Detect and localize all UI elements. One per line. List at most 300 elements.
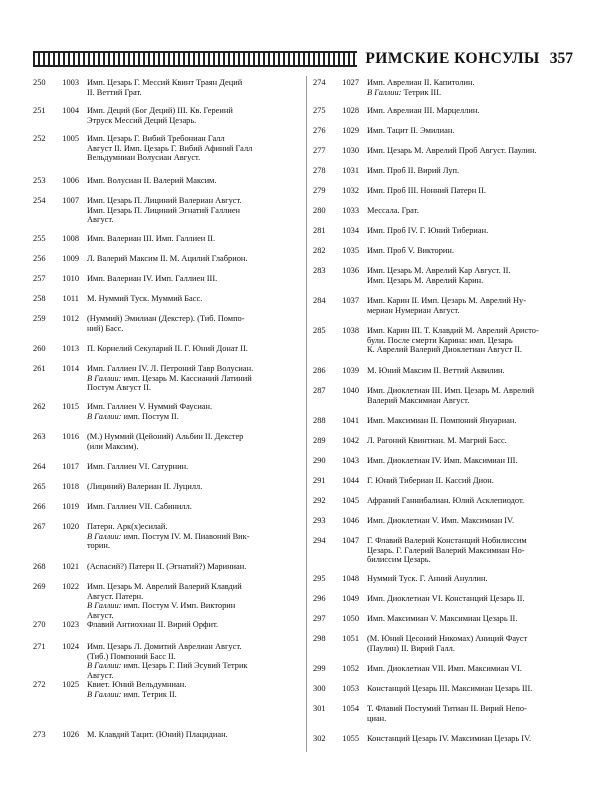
text-line: Имп. Проб V. Викторин. xyxy=(367,246,454,255)
text-line: Нуммий Туск. Г. Анний Ануллин. xyxy=(367,574,488,583)
consul-names xyxy=(367,226,573,236)
year-ad: 301 xyxy=(313,704,326,713)
year-ad: 296 xyxy=(313,594,326,603)
text-line: мериан Нумериан Август. xyxy=(367,305,460,315)
consul-entry xyxy=(33,134,301,163)
consul-names xyxy=(367,614,573,624)
consul-names xyxy=(367,246,573,256)
text-line: були. После смерти Карина: имп. Цезарь xyxy=(367,335,513,345)
text-line: Имп. Цезарь М. Аврелий Кар Август. II. xyxy=(367,266,511,275)
text-line: Имп. Цезарь Г. Вибий Требониан Галл xyxy=(87,134,225,143)
year-auc: 1016 xyxy=(62,432,79,441)
consul-names xyxy=(87,234,301,244)
text-line: Имп. Цезарь М. Аврелий Проб Август. Паулин. xyxy=(367,146,537,155)
consul-entry xyxy=(313,536,573,565)
consul-names xyxy=(367,78,573,97)
year-auc: 1008 xyxy=(62,234,79,243)
text-line: Л. Валерий Максим II. М. Ацилий Глабрион. xyxy=(87,254,248,263)
text-line: Август. xyxy=(87,215,114,225)
consul-entry xyxy=(313,296,573,315)
text-line: Квиет. Юний Вельдумниан. xyxy=(87,680,187,689)
year-auc: 1022 xyxy=(62,582,79,591)
year-ad: 284 xyxy=(313,296,326,305)
text-line: В Галлии: имп. Цезарь М. Кассианий Латиний xyxy=(87,373,252,383)
text-line: Имп. Диоклетиан IV. Имп. Максимиан III. xyxy=(367,456,518,465)
text-line: Имп. Карин III. Т. Клавдий М. Аврелий Аристо- xyxy=(367,326,539,335)
consul-entry xyxy=(313,366,573,376)
region-label: В Галлии: xyxy=(87,411,122,421)
consul-entry xyxy=(313,574,573,584)
consul-names xyxy=(87,134,301,163)
consul-entry xyxy=(33,294,301,304)
text-line: В Галлии: имп. Постум II. xyxy=(87,411,179,421)
consul-names xyxy=(367,436,573,446)
year-ad: 276 xyxy=(313,126,326,135)
text-line: Имп. Галлиен IV. Л. Петроний Тавр Волусиан. xyxy=(87,364,254,373)
consul-entry xyxy=(313,684,573,694)
consul-entry xyxy=(33,196,301,225)
consul-entry xyxy=(313,496,573,506)
year-ad: 254 xyxy=(33,196,46,205)
year-auc: 1050 xyxy=(342,614,359,623)
text-line: Имп. Галлиен V. Нуммий Фаусиан. xyxy=(87,402,213,411)
page-number: 357 xyxy=(549,50,573,67)
text-line: Имп. Проб III. Нонний Патерн II. xyxy=(367,186,486,195)
year-auc: 1015 xyxy=(62,402,79,411)
year-ad: 277 xyxy=(313,146,326,155)
year-auc: 1020 xyxy=(62,522,79,531)
consul-names xyxy=(367,296,573,315)
text-line: Л. Рагоний Квинтиан. М. Магрий Басс. xyxy=(367,436,507,445)
text-line: Имп. Максимиан II. Помпоний Януариан. xyxy=(367,416,517,425)
consul-entry xyxy=(313,704,573,723)
consul-names xyxy=(87,562,301,572)
text-line: Т. Флавий Постумий Титиан II. Вирий Непо- xyxy=(367,704,527,713)
text-line: (М. Юний Цесоний Никомах) Аниций Фауст xyxy=(367,634,528,643)
text-line: (Паулин) II. Вирий Галл. xyxy=(367,643,455,653)
year-auc: 1040 xyxy=(342,386,359,395)
year-ad: 287 xyxy=(313,386,326,395)
text-line: (Лициний) Валериан II. Луцилл. xyxy=(87,482,203,491)
text-line: Имп. Диоклетиан VI. Констанций Цезарь II. xyxy=(367,594,525,603)
consul-names xyxy=(87,620,301,630)
consul-entry xyxy=(313,246,573,256)
year-ad: 280 xyxy=(313,206,326,215)
consul-entry xyxy=(33,582,301,620)
year-ad: 286 xyxy=(313,366,326,375)
region-label: В Галлии: xyxy=(87,373,122,383)
consul-entry xyxy=(313,186,573,196)
consul-entry xyxy=(33,274,301,284)
consul-names xyxy=(367,326,573,355)
consul-entry xyxy=(33,680,301,699)
consul-entry xyxy=(33,502,301,512)
year-ad: 253 xyxy=(33,176,46,185)
consul-names xyxy=(367,704,573,723)
consul-entry xyxy=(33,402,301,421)
year-auc: 1019 xyxy=(62,502,79,511)
year-auc: 1005 xyxy=(62,134,79,143)
consul-entry xyxy=(313,266,573,285)
year-ad: 288 xyxy=(313,416,326,425)
year-auc: 1032 xyxy=(342,186,359,195)
consul-entry xyxy=(33,432,301,451)
text-line: Флавий Антиохиан II. Вирий Орфит. xyxy=(87,620,219,629)
text-line: Имп. Цезарь М. Аврелий Карин. xyxy=(367,275,484,285)
text-line: Мессала. Грат. xyxy=(367,206,419,215)
year-auc: 1041 xyxy=(342,416,359,425)
year-auc: 1037 xyxy=(342,296,359,305)
consul-names xyxy=(87,196,301,225)
text-line: билиссим Цезарь. xyxy=(367,555,431,565)
text-line: (Тиб.) Помпоний Басс II. xyxy=(87,651,176,661)
text-line: Имп. Карин II. Имп. Цезарь М. Аврелий Ну- xyxy=(367,296,527,305)
text-line: Постум Август II. xyxy=(87,383,151,393)
year-ad: 263 xyxy=(33,432,46,441)
text-line: В Галлии: имп. Постум V. Имп. Викторин xyxy=(87,601,236,611)
text-line: К. Аврелий Валерий Диоклетиан Август II. xyxy=(367,345,522,355)
year-ad: 293 xyxy=(313,516,326,525)
year-ad: 302 xyxy=(313,734,326,743)
year-ad: 285 xyxy=(313,326,326,335)
text-line: Г. Флавий Валерий Констанций Нобилиссим xyxy=(367,536,527,545)
consul-entry xyxy=(313,436,573,446)
consul-entry xyxy=(313,456,573,466)
text-line: Г. Юний Тибериан II. Кассий Дион. xyxy=(367,476,494,485)
year-ad: 297 xyxy=(313,614,326,623)
year-auc: 1031 xyxy=(342,166,359,175)
region-label: В Галлии: xyxy=(87,689,122,699)
consul-entry xyxy=(33,620,301,630)
consul-entry xyxy=(313,106,573,116)
text-line: П. Корнелий Секуларий II. Г. Юний Донат II. xyxy=(87,344,248,353)
year-auc: 1027 xyxy=(342,78,359,87)
consul-names xyxy=(367,536,573,565)
year-ad: 262 xyxy=(33,402,46,411)
consul-entry xyxy=(313,594,573,604)
year-ad: 257 xyxy=(33,274,46,283)
consul-entry xyxy=(33,364,301,393)
year-auc: 1038 xyxy=(342,326,359,335)
consul-names xyxy=(87,402,301,421)
text-line: Имп. Валериан III. Имп. Галлиен II. xyxy=(87,234,216,243)
text-line: Имп. Цезарь П. Лициний Валериан Август. xyxy=(87,196,242,205)
year-auc: 1010 xyxy=(62,274,79,283)
year-auc: 1009 xyxy=(62,254,79,263)
text-line: Имп. Цезарь Л. Домитий Аврелиан Август. xyxy=(87,642,242,651)
year-auc: 1030 xyxy=(342,146,359,155)
text-line: ний) Басс. xyxy=(87,323,124,333)
year-ad: 269 xyxy=(33,582,46,591)
year-auc: 1033 xyxy=(342,206,359,215)
year-auc: 1026 xyxy=(62,730,79,739)
text-line: циан. xyxy=(367,713,387,723)
year-ad: 295 xyxy=(313,574,326,583)
year-ad: 271 xyxy=(33,642,46,651)
text-line: Этруск Мессий Деций Цезарь. xyxy=(87,115,197,125)
text-line: Август II. Имп. Цезарь Г. Вибий Афиний Галл xyxy=(87,143,253,153)
consul-entry xyxy=(33,462,301,472)
consul-entry xyxy=(33,106,301,125)
year-auc: 1055 xyxy=(342,734,359,743)
year-ad: 259 xyxy=(33,314,46,323)
consul-names xyxy=(367,634,573,653)
consul-entry xyxy=(313,206,573,216)
year-auc: 1036 xyxy=(342,266,359,275)
consul-names xyxy=(367,476,573,486)
year-ad: 282 xyxy=(313,246,326,255)
year-auc: 1044 xyxy=(342,476,359,485)
year-auc: 1007 xyxy=(62,196,79,205)
consul-entry xyxy=(33,642,301,680)
consul-names xyxy=(87,462,301,472)
consul-names xyxy=(367,166,573,176)
year-ad: 258 xyxy=(33,294,46,303)
consul-names xyxy=(367,456,573,466)
consul-entry xyxy=(313,634,573,653)
running-title: РИМСКИЕ КОНСУЛЫ xyxy=(365,50,540,67)
region-label: В Галлии: xyxy=(87,661,122,671)
year-ad: 298 xyxy=(313,634,326,643)
year-auc: 1017 xyxy=(62,462,79,471)
consul-names xyxy=(367,146,573,156)
year-auc: 1054 xyxy=(342,704,359,713)
consul-entry xyxy=(313,614,573,624)
consul-names xyxy=(367,594,573,604)
text-line: Цезарь. Г. Галерий Валерий Максимиан Но- xyxy=(367,545,525,555)
consul-entry xyxy=(33,78,301,97)
year-auc: 1045 xyxy=(342,496,359,505)
year-ad: 255 xyxy=(33,234,46,243)
year-auc: 1039 xyxy=(342,366,359,375)
consul-entry xyxy=(313,416,573,426)
consul-entry xyxy=(33,234,301,244)
year-ad: 267 xyxy=(33,522,46,531)
year-auc: 1052 xyxy=(342,664,359,673)
consul-entry xyxy=(313,78,573,97)
year-ad: 250 xyxy=(33,78,46,87)
year-ad: 252 xyxy=(33,134,46,143)
consul-names xyxy=(87,314,301,333)
text-line: II. Веттий Грат. xyxy=(87,87,142,97)
consul-entry xyxy=(313,386,573,405)
consul-names xyxy=(87,78,301,97)
year-ad: 272 xyxy=(33,680,46,689)
year-ad: 266 xyxy=(33,502,46,511)
year-auc: 1034 xyxy=(342,226,359,235)
year-auc: 1012 xyxy=(62,314,79,323)
year-ad: 274 xyxy=(313,78,326,87)
text-line: В Галлии: имп. Постум IV. М. Пиавоний Вик- xyxy=(87,531,250,541)
text-line: В Галлии: имп. Цезарь Г. Пий Эсувий Тетрик xyxy=(87,661,248,671)
year-ad: 279 xyxy=(313,186,326,195)
text-line: (М.) Нуммий (Цейоний) Альбин II. Декстер xyxy=(87,432,244,441)
text-line: Имп. Максимиан V. Максимиан Цезарь II. xyxy=(367,614,518,623)
year-ad: 283 xyxy=(313,266,326,275)
text-line: Август. Патерн. xyxy=(87,591,144,601)
text-line: М. Юний Максим II. Веттий Аквилин. xyxy=(367,366,505,375)
text-line: Имп. Проб IV. Г. Юний Тибериан. xyxy=(367,226,489,235)
year-ad: 270 xyxy=(33,620,46,629)
year-ad: 273 xyxy=(33,730,46,739)
consul-names xyxy=(367,106,573,116)
year-ad: 278 xyxy=(313,166,326,175)
consul-entry xyxy=(33,562,301,572)
consul-entry xyxy=(313,734,573,744)
year-ad: 275 xyxy=(313,106,326,115)
text-line: В Галлии: Тетрик III. xyxy=(367,87,442,97)
consul-entry xyxy=(33,344,301,354)
year-auc: 1004 xyxy=(62,106,79,115)
consul-names xyxy=(87,502,301,512)
consul-names xyxy=(87,730,301,740)
consul-entry xyxy=(33,314,301,333)
consul-names xyxy=(367,186,573,196)
year-auc: 1035 xyxy=(342,246,359,255)
year-auc: 1024 xyxy=(62,642,79,651)
text-line: Имп. Проб II. Вирий Луп. xyxy=(367,166,460,175)
year-ad: 289 xyxy=(313,436,326,445)
text-line: Констанций Цезарь III. Максимиан Цезарь III. xyxy=(367,684,533,693)
text-line: М. Клавдий Тацит. (Юний) Плацидиан. xyxy=(87,730,228,739)
consul-entry xyxy=(313,326,573,355)
consul-names xyxy=(87,432,301,451)
year-ad: 261 xyxy=(33,364,46,373)
consul-names xyxy=(367,516,573,526)
year-ad: 251 xyxy=(33,106,46,115)
consul-entry xyxy=(313,664,573,674)
consul-names xyxy=(87,106,301,125)
text-line: Имп. Диоклетиан VII. Имп. Максимиан VI. xyxy=(367,664,522,673)
year-ad: 292 xyxy=(313,496,326,505)
consul-entry xyxy=(33,482,301,492)
year-ad: 260 xyxy=(33,344,46,353)
year-auc: 1046 xyxy=(342,516,359,525)
text-line: Август. xyxy=(87,670,114,680)
consul-names xyxy=(367,684,573,694)
year-auc: 1029 xyxy=(342,126,359,135)
year-ad: 294 xyxy=(313,536,326,545)
text-line: Имп. Деций (Бог Деций) III. Кв. Гереинй xyxy=(87,106,233,115)
text-line: (Аспасий?) Патерн II. (Эгнатий?) Мариниан. xyxy=(87,562,247,571)
year-auc: 1014 xyxy=(62,364,79,373)
text-line: М. Нуммий Туск. Муммий Басс. xyxy=(87,294,203,303)
text-line: Имп. Цезарь П. Лициний Эгнатий Галлиен xyxy=(87,205,241,215)
year-ad: 291 xyxy=(313,476,326,485)
text-line: Имп. Аврелиан II. Капитолин. xyxy=(367,78,475,87)
year-auc: 1025 xyxy=(62,680,79,689)
text-line: Имп. Аврелиан III. Марцеллин. xyxy=(367,106,480,115)
text-line: Имп. Тацит II. Эмилиан. xyxy=(367,126,455,135)
region-label: В Галлии: xyxy=(367,87,402,97)
region-label: В Галлии: xyxy=(87,531,122,541)
year-ad: 265 xyxy=(33,482,46,491)
text-line: Имп. Волусиан II. Валерий Максим. xyxy=(87,176,217,185)
year-auc: 1053 xyxy=(342,684,359,693)
consul-entry xyxy=(33,730,301,740)
page-header xyxy=(33,48,573,70)
consul-names xyxy=(367,734,573,744)
consul-entry xyxy=(313,226,573,236)
consul-entry xyxy=(33,254,301,264)
consul-names xyxy=(87,642,301,680)
year-auc: 1021 xyxy=(62,562,79,571)
text-line: Имп. Диоклетиан III. Имп. Цезарь М. Аврелий xyxy=(367,386,535,395)
year-ad: 264 xyxy=(33,462,46,471)
consul-names xyxy=(87,254,301,264)
year-auc: 1042 xyxy=(342,436,359,445)
text-line: Имп. Цезарь М. Аврелий Валерий Клавдий xyxy=(87,582,242,591)
year-auc: 1006 xyxy=(62,176,79,185)
year-auc: 1048 xyxy=(342,574,359,583)
consul-names xyxy=(367,126,573,136)
year-ad: 268 xyxy=(33,562,46,571)
year-auc: 1028 xyxy=(342,106,359,115)
text-line: Вельдумниан Волусиан Август. xyxy=(87,153,201,163)
year-ad: 281 xyxy=(313,226,326,235)
consul-names xyxy=(87,522,301,551)
decorative-border xyxy=(33,51,357,67)
text-line: Имп. Галлиен VI. Сатурнин. xyxy=(87,462,189,471)
text-line: торин. xyxy=(87,541,110,551)
text-line: Афраний Ганнибалиан. Юлий Асклепиодот. xyxy=(367,496,525,505)
text-line: Имп. Цезарь Г. Мессий Квинт Траян Деций xyxy=(87,78,243,87)
year-auc: 1018 xyxy=(62,482,79,491)
column-divider xyxy=(306,76,307,752)
year-ad: 290 xyxy=(313,456,326,465)
consul-names xyxy=(87,680,301,699)
text-line: Август. xyxy=(87,610,114,620)
year-auc: 1047 xyxy=(342,536,359,545)
consul-names xyxy=(87,344,301,354)
year-auc: 1023 xyxy=(62,620,79,629)
consul-names xyxy=(367,574,573,584)
year-auc: 1003 xyxy=(62,78,79,87)
year-auc: 1051 xyxy=(342,634,359,643)
consul-names xyxy=(87,482,301,492)
year-ad: 299 xyxy=(313,664,326,673)
consul-names xyxy=(367,496,573,506)
text-line: Имп. Диоклетиан V. Имп. Максимиан IV. xyxy=(367,516,515,525)
consul-names xyxy=(87,294,301,304)
year-auc: 1043 xyxy=(342,456,359,465)
year-auc: 1049 xyxy=(342,594,359,603)
region-label: В Галлии: xyxy=(87,601,122,611)
text-line: Валерий Максимиан Август. xyxy=(367,395,470,405)
consul-entry xyxy=(313,516,573,526)
text-line: Патерн. Арк(х)есилай. xyxy=(87,522,168,531)
consul-names xyxy=(367,366,573,376)
year-auc: 1013 xyxy=(62,344,79,353)
consul-names xyxy=(367,664,573,674)
text-line: Констанций Цезарь IV. Максимиан Цезарь IV. xyxy=(367,734,532,743)
year-auc: 1011 xyxy=(62,294,79,303)
text-line: Имп. Валериан IV. Имп. Галлиен III. xyxy=(87,274,218,283)
consul-entry xyxy=(313,166,573,176)
consul-names xyxy=(367,206,573,216)
consul-entry xyxy=(313,146,573,156)
consul-names xyxy=(87,582,301,620)
text-line: (Нуммий) Эмилиан (Декстер). (Тиб. Помпо- xyxy=(87,314,245,323)
year-ad: 300 xyxy=(313,684,326,693)
consul-names xyxy=(367,416,573,426)
text-line: (или Максим). xyxy=(87,441,139,451)
consul-entry xyxy=(313,476,573,486)
year-ad: 256 xyxy=(33,254,46,263)
consul-entry xyxy=(313,126,573,136)
consul-names xyxy=(87,274,301,284)
consul-names xyxy=(87,176,301,186)
